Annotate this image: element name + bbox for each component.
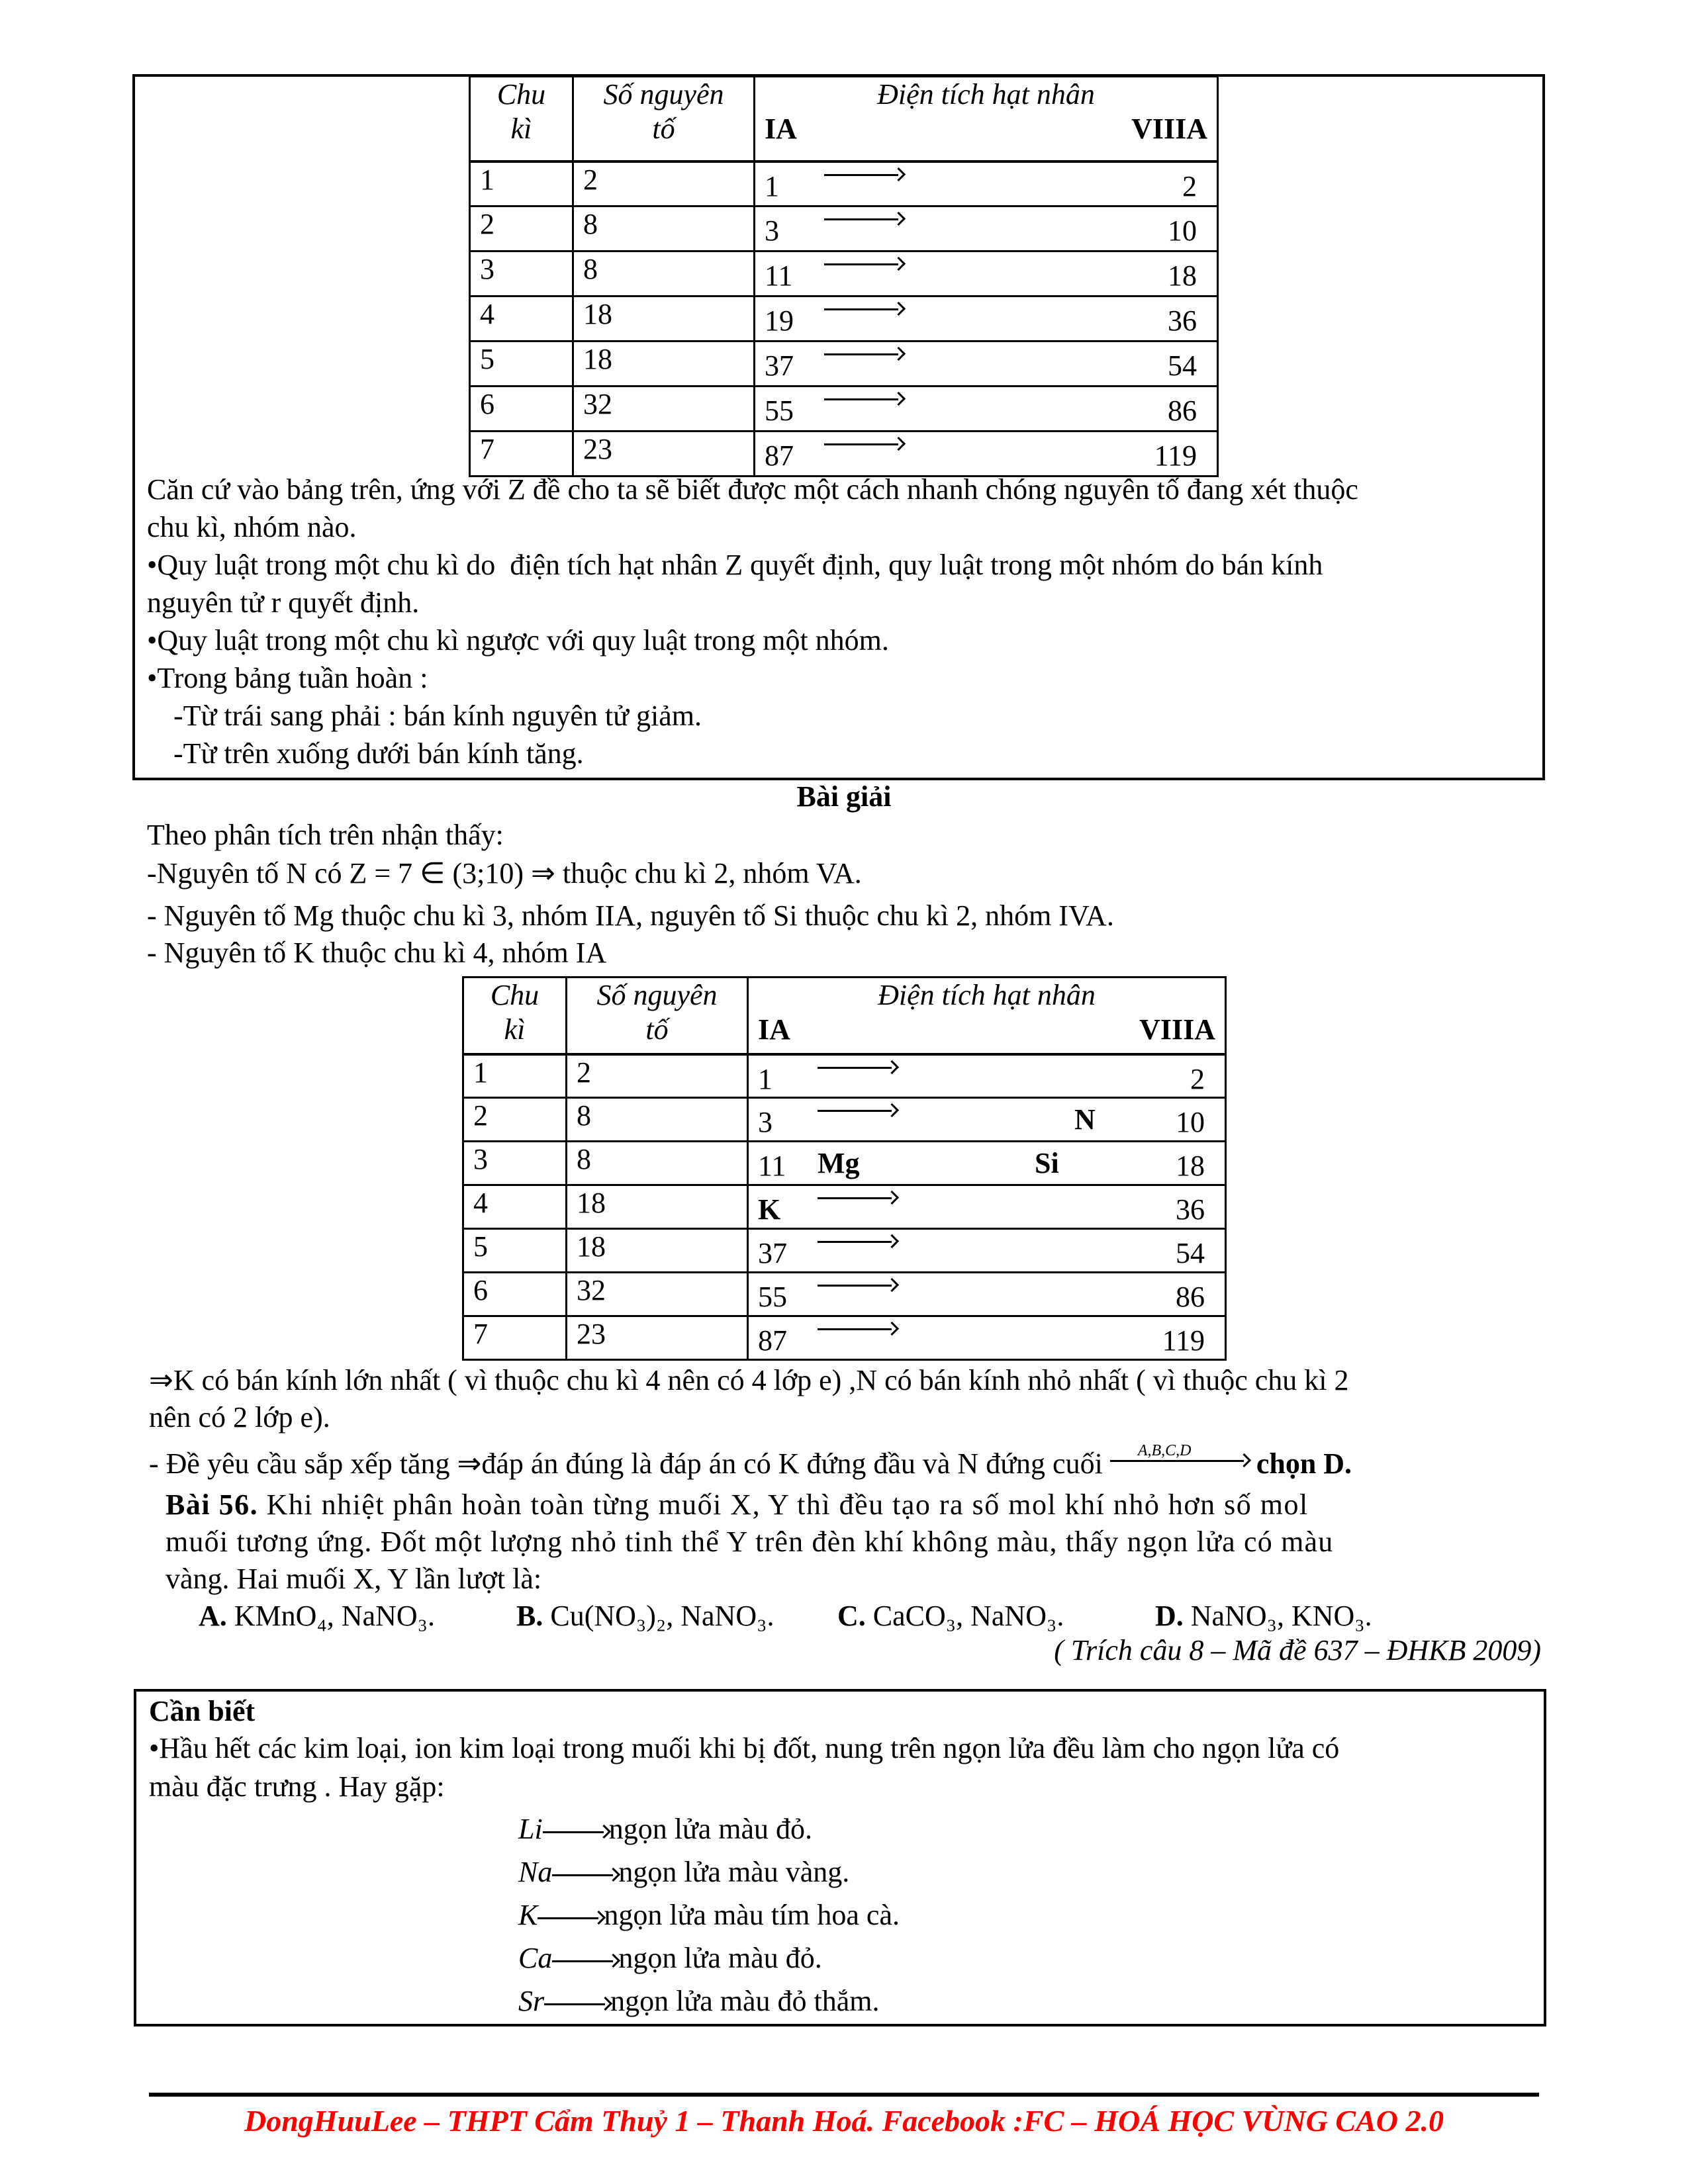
header-charge: Điện tích hạt nhân IA VIIIA bbox=[748, 978, 1226, 1054]
count-cell: 18 bbox=[567, 1229, 748, 1273]
arrow-icon bbox=[818, 1322, 897, 1336]
count-cell: 8 bbox=[567, 1098, 748, 1142]
charge-from: 55 bbox=[765, 394, 794, 427]
theory-line: -Từ trái sang phải : bán kính nguyên tử giảm. bbox=[159, 700, 702, 732]
arrow-icon bbox=[818, 1235, 897, 1248]
flame-item bbox=[518, 1897, 900, 1934]
table-row bbox=[470, 432, 1218, 477]
charge-cell bbox=[755, 387, 1218, 432]
period-cell: 4 bbox=[470, 296, 573, 341]
question-line-3: vàng. Hai muối X, Y lần lượt là: bbox=[165, 1563, 542, 1595]
charge-to: 10 bbox=[1168, 214, 1197, 247]
charge-to: 86 bbox=[1168, 394, 1197, 427]
flame-item bbox=[518, 1811, 812, 1848]
count-cell: 23 bbox=[573, 432, 755, 477]
charge-from: 37 bbox=[758, 1237, 787, 1269]
count-cell: 2 bbox=[567, 1054, 748, 1098]
count-cell: 8 bbox=[567, 1142, 748, 1185]
theory-line: •Quy luật trong một chu kì do điện tích hạt nhân Z quyết định, quy luật trong một nhóm do bán kính bbox=[147, 549, 1323, 581]
flame-color: ngọn lửa màu đỏ thắm. bbox=[610, 1985, 880, 2017]
period-cell: 3 bbox=[470, 251, 573, 296]
arrow-icon bbox=[818, 1279, 897, 1292]
charge-from: 11 bbox=[758, 1150, 786, 1182]
arrow-icon bbox=[824, 392, 904, 406]
option-text: Cu(NO₃)₂, NaNO₃. bbox=[550, 1600, 774, 1632]
period-cell: 2 bbox=[463, 1098, 567, 1142]
charge-from: 19 bbox=[765, 304, 794, 337]
arrow-icon bbox=[818, 1191, 897, 1205]
element-symbol: Sr bbox=[518, 1985, 545, 2017]
answer-option[interactable] bbox=[1155, 1598, 1372, 1635]
answer-line bbox=[149, 1444, 1352, 1482]
period-cell: 1 bbox=[470, 161, 573, 206]
charge-cell bbox=[755, 341, 1218, 387]
flame-color: ngọn lửa màu vàng. bbox=[618, 1856, 850, 1888]
solution-line: - Nguyên tố Mg thuộc chu kì 3, nhóm IIA, nguyên tố Si thuộc chu kì 2, nhóm IVA. bbox=[147, 899, 1114, 932]
theory-line: •Quy luật trong một chu kì ngược với quy luật trong một nhóm. bbox=[147, 624, 889, 657]
element-label: Mg bbox=[818, 1147, 860, 1179]
charge-range bbox=[765, 163, 1207, 204]
header-period: Chu kì bbox=[463, 978, 567, 1054]
element-label: N bbox=[1074, 1103, 1096, 1136]
periodic-annotated-table bbox=[462, 976, 1227, 1361]
charge-to: 54 bbox=[1176, 1237, 1205, 1269]
table-row bbox=[463, 1185, 1226, 1229]
option-text: KMnO₄, NaNO₃. bbox=[234, 1600, 435, 1632]
charge-range bbox=[758, 1099, 1215, 1140]
charge-range bbox=[765, 342, 1207, 383]
charge-from: 87 bbox=[765, 439, 794, 472]
charge-from: 1 bbox=[765, 169, 779, 203]
period-cell: 6 bbox=[463, 1273, 567, 1316]
charge-cell bbox=[755, 296, 1218, 341]
charge-to: 54 bbox=[1168, 349, 1197, 382]
charge-to: 119 bbox=[1154, 439, 1197, 472]
theory-line: •Trong bảng tuần hoàn : bbox=[147, 662, 428, 694]
arrow-icon bbox=[543, 1825, 609, 1839]
table-row bbox=[470, 206, 1218, 251]
table-row bbox=[463, 1098, 1226, 1142]
charge-range bbox=[758, 1230, 1215, 1271]
charge-from: 3 bbox=[758, 1106, 773, 1138]
element-symbol: Na bbox=[518, 1856, 553, 1888]
answer-option[interactable] bbox=[516, 1598, 774, 1635]
charge-cell bbox=[755, 206, 1218, 251]
charge-range bbox=[758, 1273, 1215, 1314]
period-cell: 2 bbox=[470, 206, 573, 251]
option-text: NaNO₃, KNO₃. bbox=[1190, 1600, 1372, 1632]
arrow-icon bbox=[552, 1868, 618, 1882]
table-row bbox=[470, 341, 1218, 387]
charge-to: 36 bbox=[1168, 304, 1197, 337]
theory-line: -Từ trên xuống dưới bán kính tăng. bbox=[159, 737, 584, 770]
charge-range bbox=[765, 387, 1207, 428]
charge-cell bbox=[748, 1185, 1226, 1229]
option-letter: D. bbox=[1155, 1600, 1191, 1632]
element-symbol: K bbox=[518, 1899, 538, 1931]
answer-option[interactable] bbox=[837, 1598, 1064, 1635]
solution-heading: Bài giải bbox=[796, 780, 892, 813]
period-cell: 1 bbox=[463, 1054, 567, 1098]
table-row bbox=[463, 1142, 1226, 1185]
arrow-icon bbox=[824, 347, 904, 361]
question-label: Bài 56. bbox=[165, 1488, 259, 1521]
option-letter: A. bbox=[199, 1600, 234, 1632]
count-cell: 18 bbox=[573, 296, 755, 341]
table-row bbox=[470, 251, 1218, 296]
charge-cell bbox=[755, 161, 1218, 206]
note-line-2: màu đặc trưng . Hay gặp: bbox=[149, 1770, 445, 1803]
arrow-icon bbox=[824, 257, 904, 271]
solution-line: Theo phân tích trên nhận thấy: bbox=[147, 819, 504, 851]
charge-to: 2 bbox=[1182, 169, 1197, 203]
charge-cell bbox=[748, 1229, 1226, 1273]
charge-to: 10 bbox=[1176, 1106, 1205, 1138]
flame-item bbox=[518, 1854, 849, 1891]
reaction-arrow-icon: A,B,C,D bbox=[1110, 1444, 1249, 1477]
conclusion-line-1: ⇒K có bán kính lớn nhất ( vì thuộc chu kì 4 nên có 4 lớp e) ,N có bán kính nhỏ nhất ( vì thuộc chu kì 2 bbox=[149, 1364, 1349, 1396]
table-row bbox=[463, 1229, 1226, 1273]
option-letter: C. bbox=[837, 1600, 873, 1632]
header-period: Chu kì bbox=[470, 77, 573, 161]
arrow-icon bbox=[824, 212, 904, 226]
question-source: ( Trích câu 8 – Mã đề 637 – ĐHKB 2009) bbox=[1054, 1634, 1541, 1666]
count-cell: 8 bbox=[573, 206, 755, 251]
charge-range bbox=[758, 1142, 1215, 1183]
solution-line: - Nguyên tố K thuộc chu kì 4, nhóm IA bbox=[147, 936, 607, 969]
charge-range bbox=[765, 297, 1207, 338]
charge-from: 87 bbox=[758, 1324, 787, 1357]
count-cell: 32 bbox=[567, 1273, 748, 1316]
option-letter: B. bbox=[516, 1600, 551, 1632]
arrow-icon bbox=[544, 1997, 610, 2011]
charge-range bbox=[758, 1186, 1215, 1227]
count-cell: 32 bbox=[573, 387, 755, 432]
period-cell: 7 bbox=[470, 432, 573, 477]
charge-from: 11 bbox=[765, 259, 793, 292]
question-line-2: muối tương ứng. Đốt một lượng nhỏ tinh thể Y trên đèn khí không màu, thấy ngọn lửa có màu bbox=[165, 1525, 1334, 1558]
header-count: Số nguyên tố bbox=[567, 978, 748, 1054]
answer-text: - Đề yêu cầu sắp xếp tăng ⇒đáp án đúng là đáp án có K đứng đầu và N đứng cuối bbox=[149, 1447, 1103, 1480]
header-charge: Điện tích hạt nhân IA VIIIA bbox=[755, 77, 1218, 161]
periodic-summary-table bbox=[469, 75, 1219, 477]
table-row bbox=[470, 296, 1218, 341]
arrow-icon bbox=[824, 437, 904, 451]
note-line-1: •Hầu hết các kim loại, ion kim loại trong muối khi bị đốt, nung trên ngọn lửa đều làm cho ngọn lửa có bbox=[149, 1732, 1340, 1764]
footer-credit: DongHuuLee – THPT Cẩm Thuỷ 1 – Thanh Hoá. Facebook :FC – HOÁ HỌC VÙNG CAO 2.0 bbox=[244, 2104, 1444, 2138]
charge-to: 2 bbox=[1190, 1062, 1205, 1095]
element-symbol: Li bbox=[518, 1813, 543, 1845]
note-title: Cần biết bbox=[149, 1695, 256, 1727]
theory-line: chu kì, nhóm nào. bbox=[147, 511, 357, 543]
arrow-icon bbox=[824, 168, 904, 181]
footer-divider bbox=[149, 2093, 1539, 2097]
theory-line: Căn cứ vào bảng trên, ứng với Z đề cho ta sẽ biết được một cách nhanh chóng nguyên tố đang xét thuộc bbox=[147, 473, 1358, 506]
charge-range bbox=[758, 1317, 1215, 1358]
period-cell: 7 bbox=[463, 1316, 567, 1360]
question-line-1: Bài 56. Khi nhiệt phân hoàn toàn từng muối X, Y thì đều tạo ra số mol khí nhỏ hơn số mol bbox=[165, 1488, 1309, 1521]
charge-to: 119 bbox=[1162, 1324, 1205, 1357]
count-cell: 18 bbox=[573, 341, 755, 387]
table-row bbox=[463, 1054, 1226, 1098]
arrow-icon bbox=[538, 1911, 604, 1925]
charge-cell bbox=[748, 1316, 1226, 1360]
answer-option[interactable] bbox=[199, 1598, 435, 1635]
charge-from: 1 bbox=[758, 1062, 773, 1095]
solution-line: -Nguyên tố N có Z = 7 ∈ (3;10) ⇒ thuộc chu kì 2, nhóm VA. bbox=[147, 857, 862, 889]
arrow-icon bbox=[818, 1104, 897, 1117]
charge-cell bbox=[755, 251, 1218, 296]
charge-range bbox=[765, 207, 1207, 248]
flame-item bbox=[518, 1940, 822, 1977]
flame-color: ngọn lửa màu tím hoa cà. bbox=[604, 1899, 900, 1931]
header-count: Số nguyên tố bbox=[573, 77, 755, 161]
table-row bbox=[470, 161, 1218, 206]
charge-to: 18 bbox=[1168, 259, 1197, 292]
charge-to: 86 bbox=[1176, 1281, 1205, 1313]
flame-color: ngọn lửa màu đỏ. bbox=[608, 1813, 813, 1845]
charge-from: 55 bbox=[758, 1281, 787, 1313]
answer-choice: chọn D. bbox=[1256, 1447, 1352, 1480]
charge-cell bbox=[748, 1098, 1226, 1142]
table-row bbox=[470, 387, 1218, 432]
flame-item bbox=[518, 1983, 879, 2020]
charge-cell bbox=[748, 1054, 1226, 1098]
charge-from: K bbox=[758, 1193, 781, 1226]
charge-cell bbox=[748, 1273, 1226, 1316]
charge-from: 37 bbox=[765, 349, 794, 382]
count-cell: 8 bbox=[573, 251, 755, 296]
charge-cell bbox=[748, 1142, 1226, 1185]
count-cell: 18 bbox=[567, 1185, 748, 1229]
table-row bbox=[463, 1273, 1226, 1316]
arrow-icon bbox=[818, 1061, 897, 1074]
period-cell: 6 bbox=[470, 387, 573, 432]
count-cell: 23 bbox=[567, 1316, 748, 1360]
arrow-icon bbox=[552, 1954, 618, 1968]
charge-range bbox=[758, 1056, 1215, 1097]
arrow-icon bbox=[824, 302, 904, 316]
charge-cell bbox=[755, 432, 1218, 477]
count-cell: 2 bbox=[573, 161, 755, 206]
element-label: Si bbox=[1035, 1147, 1059, 1179]
charge-to: 18 bbox=[1176, 1150, 1205, 1182]
period-cell: 3 bbox=[463, 1142, 567, 1185]
charge-range bbox=[765, 252, 1207, 293]
theory-line: nguyên tử r quyết định. bbox=[147, 586, 420, 619]
charge-to: 36 bbox=[1176, 1193, 1205, 1226]
period-cell: 5 bbox=[470, 341, 573, 387]
period-cell: 5 bbox=[463, 1229, 567, 1273]
element-symbol: Ca bbox=[518, 1942, 553, 1974]
conclusion-line-2: nên có 2 lớp e). bbox=[149, 1401, 330, 1433]
charge-range bbox=[765, 432, 1207, 473]
table-row bbox=[463, 1316, 1226, 1360]
flame-color: ngọn lửa màu đỏ. bbox=[618, 1942, 822, 1974]
charge-from: 3 bbox=[765, 214, 779, 247]
period-cell: 4 bbox=[463, 1185, 567, 1229]
option-text: CaCO₃, NaNO₃. bbox=[872, 1600, 1064, 1632]
